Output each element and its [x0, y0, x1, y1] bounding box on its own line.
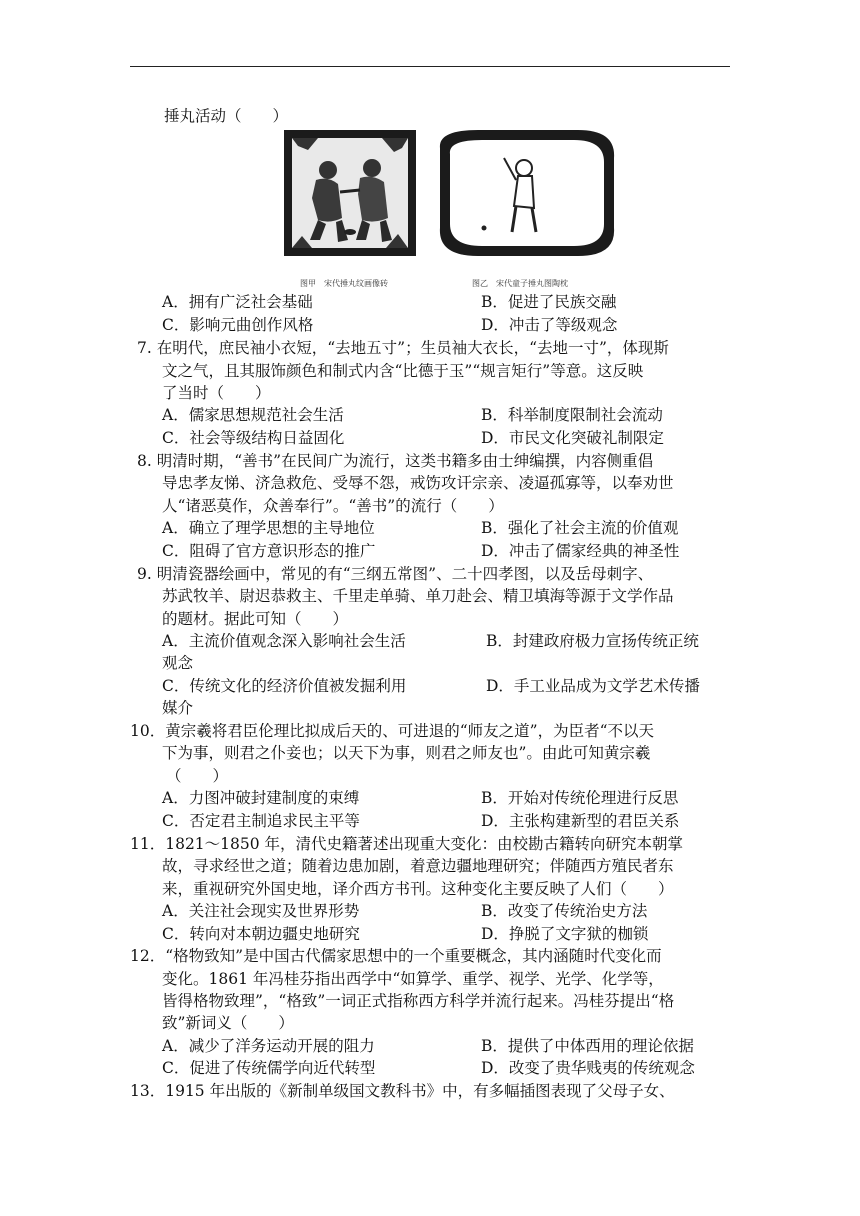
q10-option-b[interactable]: B．开始对传统伦理进行反思: [481, 789, 679, 807]
q7-option-d[interactable]: D．市民文化突破礼制限定: [481, 429, 664, 447]
q7-option-b[interactable]: B．科举制度限制社会流动: [481, 406, 663, 424]
q8-option-b[interactable]: B．强化了社会主流的价值观: [481, 519, 679, 537]
q6-stem: 捶丸活动（ ）: [164, 107, 289, 125]
q7-line-2: 文之气，且其服饰颜色和制式内含“比德于玉”“规言矩行”等意。这反映: [162, 362, 644, 380]
q10-line-1: 10．黄宗羲将君臣伦理比拟成后天的、可进退的“师友之道”，为臣者“不以天: [130, 722, 654, 740]
q10-line-3: （ ）: [166, 767, 229, 785]
q9-option-b-wrap: 观念: [162, 654, 194, 672]
q6-figures: [278, 128, 618, 290]
q9-option-d[interactable]: D．手工业品成为文学艺术传播: [486, 677, 700, 695]
q11-line-3: 来，重视研究外国史地，译介西方书刊。这种变化主要反映了人们（ ）: [162, 880, 674, 898]
q10-option-d[interactable]: D．主张构建新型的君臣关系: [481, 812, 680, 830]
figure-b-image: [440, 130, 614, 256]
q10-option-a[interactable]: A．力图冲破封建制度的束缚: [162, 789, 360, 807]
q12-option-a[interactable]: A．减少了洋务运动开展的阻力: [162, 1037, 375, 1055]
q6-option-b[interactable]: B．促进了民族交融: [481, 293, 617, 311]
q9-option-d-wrap: 媒介: [162, 699, 194, 717]
figure-b-caption: 图乙 宋代童子捶丸图陶枕: [472, 279, 568, 288]
q7-option-a[interactable]: A．儒家思想规范社会生活: [162, 406, 344, 424]
q9-option-c[interactable]: C．传统文化的经济价值被发掘利用: [162, 677, 407, 695]
q12-line-2: 变化。1861 年冯桂芬指出西学中“如算学、重学、视学、光学、化学等，: [162, 970, 664, 988]
q7-line-3: 了当时（ ）: [162, 384, 271, 402]
q8-option-d[interactable]: D．冲击了儒家经典的神圣性: [481, 542, 680, 560]
figure-a-caption: 图甲 宋代捶丸纹画像砖: [300, 279, 388, 288]
q8-option-a[interactable]: A．确立了理学思想的主导地位: [162, 519, 375, 537]
q11-option-d[interactable]: D．挣脱了文字狱的枷锁: [481, 925, 649, 943]
q13-line-1: 13．1915 年出版的《新制单级国文教科书》中，有多幅插图表现了父母子女、: [130, 1082, 675, 1100]
figure-a-image: [284, 130, 416, 256]
q8-line-3: 人“诸恶莫作，众善奉行”。“善书”的流行（ ）: [162, 497, 504, 515]
q8-line-1: 8. 明清时期，“善书”在民间广为流行，这类书籍多由士绅编撰，内容侧重倡: [137, 452, 654, 470]
q11-option-a[interactable]: A．关注社会现实及世界形势: [162, 902, 360, 920]
q6-option-a[interactable]: A．拥有广泛社会基础: [162, 293, 313, 311]
q8-option-c[interactable]: C．阻碍了官方意识形态的推广: [162, 542, 376, 560]
header-rule: [130, 66, 730, 67]
q6-option-d[interactable]: D．冲击了等级观念: [481, 316, 618, 334]
q12-line-4: 致”新词义（ ）: [162, 1014, 294, 1032]
q12-line-1: 12．“格物致知”是中国古代儒家思想中的一个重要概念，其内涵随时代变化而: [130, 947, 662, 965]
q6-figure-svg: [278, 128, 618, 290]
q9-line-3: 的题材。据此可知（ ）: [162, 610, 349, 628]
q9-option-b[interactable]: B．封建政府极力宣扬传统正统: [486, 632, 699, 650]
q10-line-2: 下为事，则君之仆妾也；以天下为事，则君之师友也”。由此可知黄宗羲: [162, 744, 651, 762]
q12-option-d[interactable]: D．改变了贵华贱夷的传统观念: [481, 1059, 695, 1077]
q11-option-c[interactable]: C．转向对本朝边疆史地研究: [162, 925, 360, 943]
q7-option-c[interactable]: C．社会等级结构日益固化: [162, 429, 345, 447]
q12-option-c[interactable]: C．促进了传统儒学向近代转型: [162, 1059, 376, 1077]
q9-line-1: 9. 明清瓷器绘画中，常见的有“三纲五常图”、二十四孝图，以及岳母刺字、: [137, 565, 654, 583]
q8-line-2: 导忠孝友悌、济急救危、受辱不怨，戒饬攻讦宗亲、凌逼孤寡等，以奉劝世: [162, 474, 674, 492]
q9-line-2: 苏武牧羊、尉迟恭救主、千里走单骑、单刀赴会、精卫填海等源于文学作品: [162, 587, 674, 605]
q6-option-c[interactable]: C．影响元曲创作风格: [162, 316, 314, 334]
q7-line-1: 7. 在明代，庶民袖小衣短，“去地五寸”；生员袖大衣长，“去地一寸”，体现斯: [137, 339, 669, 357]
q9-option-a[interactable]: A．主流价值观念深入影响社会生活: [162, 632, 406, 650]
q11-option-b[interactable]: B．改变了传统治史方法: [481, 902, 648, 920]
q10-option-c[interactable]: C．否定君主制追求民主平等: [162, 812, 360, 830]
q12-option-b[interactable]: B．提供了中体西用的理论依据: [481, 1037, 694, 1055]
q11-line-2: 故，寻求经世之道；随着边患加剧，着意边疆地理研究；伴随西方殖民者东: [162, 857, 674, 875]
q11-line-1: 11．1821～1850 年，清代史籍著述出现重大变化：由校勘古籍转向研究本朝掌: [130, 835, 684, 853]
q12-line-3: 皆得格物致理”，“格致”一词正式指称西方科学并流行起来。冯桂芬提出“格: [162, 992, 675, 1010]
